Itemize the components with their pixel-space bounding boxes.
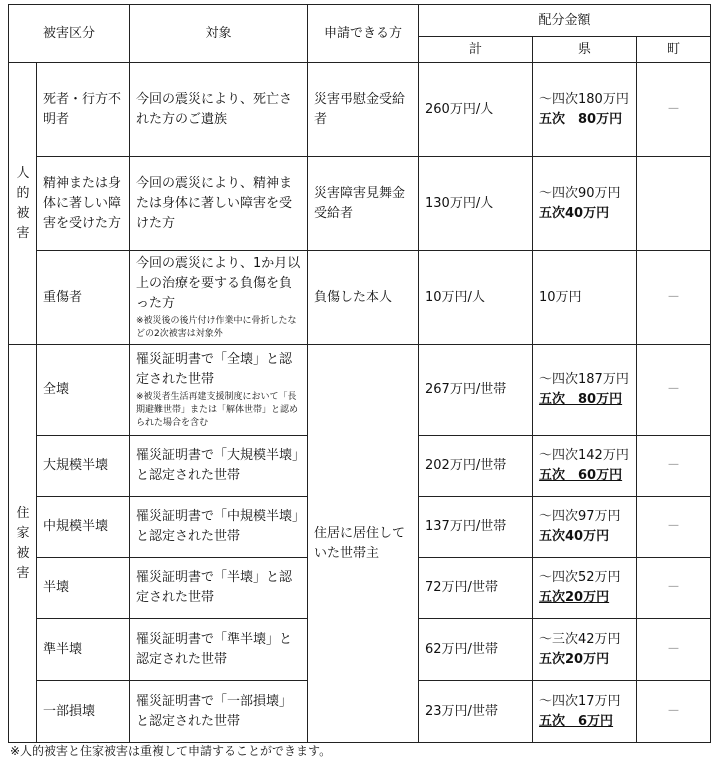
pref-line1: ～四次187万円 — [539, 372, 629, 387]
group-human-damage: 人的被害 — [9, 63, 37, 345]
pref-line1: ～四次97万円 — [539, 509, 621, 524]
donation-allocation-table — [8, 4, 711, 743]
row-target — [130, 251, 308, 345]
row-target-note: ※被災後の後片付け作業中に骨折したなどの2次被害は対象外 — [136, 316, 297, 339]
row-prefecture — [533, 63, 637, 157]
row-prefecture — [533, 436, 637, 497]
row-target: 罹災証明書で「大規模半壊」と認定された世帯 — [130, 436, 308, 497]
header-total: 計 — [419, 37, 533, 63]
row-town: － — [637, 681, 711, 743]
row-prefecture — [533, 619, 637, 681]
row-target-note: ※被災者生活再建支援制度において「長期避難世帯」または「解体世帯」と認められた場合を含む — [136, 392, 299, 428]
row-total: 137万円/世帯 — [419, 497, 533, 558]
row-label: 全壊 — [37, 345, 130, 436]
pref-line2: 五次20万円 — [539, 590, 610, 605]
row-target: 今回の震災により、精神または身体に著しい障害を受けた方 — [130, 157, 308, 251]
row-total: 23万円/世帯 — [419, 681, 533, 743]
row-label: 中規模半壊 — [37, 497, 130, 558]
row-label: 精神または身体に著しい障害を受けた方 — [37, 157, 130, 251]
row-prefecture — [533, 497, 637, 558]
row-town: － — [637, 63, 711, 157]
pref-line1: 10万円 — [539, 289, 582, 305]
row-total: 10万円/人 — [419, 251, 533, 345]
pref-line2: 五次20万円 — [539, 651, 610, 667]
pref-line2: 五次40万円 — [539, 529, 610, 544]
header-category: 被害区分 — [9, 5, 130, 63]
row-target: 今回の震災により、死亡された方のご遺族 — [130, 63, 308, 157]
pref-line1: ～四次90万円 — [539, 185, 621, 201]
header-town: 町 — [637, 37, 711, 63]
row-prefecture — [533, 558, 637, 619]
pref-line2: 五次40万円 — [539, 205, 610, 221]
table-row — [9, 157, 711, 251]
row-label: 準半壊 — [37, 619, 130, 681]
row-town: － — [637, 558, 711, 619]
pref-line1: ～四次142万円 — [539, 448, 629, 463]
pref-line1: ～四次180万円 — [539, 91, 629, 107]
row-total: 130万円/人 — [419, 157, 533, 251]
table-row — [9, 345, 711, 436]
header-applicant: 申請できる方 — [308, 5, 419, 63]
row-applicant: 負傷した本人 — [308, 251, 419, 345]
row-label: 一部損壊 — [37, 681, 130, 743]
row-prefecture — [533, 157, 637, 251]
row-total: 267万円/世帯 — [419, 345, 533, 436]
row-label: 重傷者 — [37, 251, 130, 345]
row-target: 罹災証明書で「一部損壊」と認定された世帯 — [130, 681, 308, 743]
pref-line1: ～四次52万円 — [539, 570, 621, 585]
row-target: 罹災証明書で「準半壊」と認定された世帯 — [130, 619, 308, 681]
pref-line2: 五次 6万円 — [539, 713, 614, 729]
row-town: － — [637, 436, 711, 497]
pref-line1: ～四次17万円 — [539, 693, 621, 709]
table-row — [9, 63, 711, 157]
pref-line1: ～三次42万円 — [539, 631, 621, 647]
row-prefecture — [533, 251, 637, 345]
pref-line2: 五次 80万円 — [539, 392, 623, 407]
housing-applicant: 住居に居住していた世帯主 — [308, 345, 419, 743]
row-total: 202万円/世帯 — [419, 436, 533, 497]
row-target-text: 今回の震災により、1か月以上の治療を要する負傷を負った方 — [136, 256, 301, 311]
row-target: 罹災証明書で「半壊」と認定された世帯 — [130, 558, 308, 619]
row-label: 死者・行方不明者 — [37, 63, 130, 157]
header-amount: 配分金額 — [419, 5, 711, 37]
row-total: 260万円/人 — [419, 63, 533, 157]
pref-line2: 五次 80万円 — [539, 111, 623, 127]
pref-line2: 五次 60万円 — [539, 468, 623, 483]
row-town: － — [637, 251, 711, 345]
row-prefecture — [533, 345, 637, 436]
row-town: － — [637, 497, 711, 558]
row-label: 大規模半壊 — [37, 436, 130, 497]
row-target: 罹災証明書で「中規模半壊」と認定された世帯 — [130, 497, 308, 558]
table-row — [9, 251, 711, 345]
row-applicant: 災害弔慰金受給者 — [308, 63, 419, 157]
footnote: ※人的被害と住家被害は重複して申請することができます。 — [10, 744, 332, 758]
row-total: 72万円/世帯 — [419, 558, 533, 619]
row-target — [130, 345, 308, 436]
row-town: － — [637, 619, 711, 681]
row-town: － — [637, 345, 711, 436]
row-label: 半壊 — [37, 558, 130, 619]
row-applicant: 災害障害見舞金受給者 — [308, 157, 419, 251]
row-prefecture — [533, 681, 637, 743]
row-total: 62万円/世帯 — [419, 619, 533, 681]
header-target: 対象 — [130, 5, 308, 63]
header-prefecture: 県 — [533, 37, 637, 63]
row-target-text: 罹災証明書で「全壊」と認定された世帯 — [136, 352, 293, 387]
group-housing-damage: 住家被害 — [9, 345, 37, 743]
row-town — [637, 157, 711, 251]
